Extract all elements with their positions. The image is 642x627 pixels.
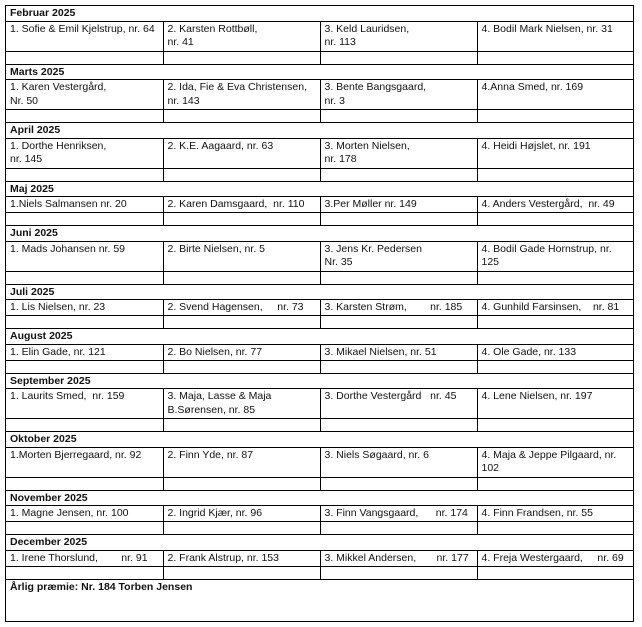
- winner-cell: 4. Anders Vestergård, nr. 49: [477, 197, 633, 213]
- blank-row: [6, 110, 633, 123]
- winner-cell: 4. Gunhild Farsinsen, nr. 81: [477, 300, 633, 316]
- month-title: Juli 2025: [6, 284, 633, 300]
- empty-cell: [163, 316, 320, 329]
- month-title: Maj 2025: [6, 181, 633, 197]
- blank-row: [6, 360, 633, 373]
- empty-cell: [163, 477, 320, 490]
- month-header-row: [6, 432, 633, 448]
- winner-cell: 1.Niels Salmansen nr. 20: [6, 197, 163, 213]
- winners-row: [6, 344, 633, 360]
- winners-row: [6, 389, 633, 419]
- winner-cell: 1. Elin Gade, nr. 121: [6, 344, 163, 360]
- winner-cell: 2. Svend Hagensen, nr. 73: [163, 300, 320, 316]
- winner-cell: 4. Finn Frandsen, nr. 55: [477, 506, 633, 522]
- empty-cell: [163, 213, 320, 226]
- month-header-row: [6, 490, 633, 506]
- blank-row: [6, 522, 633, 535]
- winner-cell: 4. Bodil Gade Hornstrup, nr. 125: [477, 241, 633, 271]
- empty-cell: [163, 51, 320, 64]
- empty-cell: [320, 316, 477, 329]
- empty-cell: [477, 522, 633, 535]
- empty-cell: [477, 477, 633, 490]
- winner-cell: 2. K.E. Aagaard, nr. 63: [163, 138, 320, 168]
- winner-cell: 2. Ida, Fie & Eva Christensen, nr. 143: [163, 80, 320, 110]
- winner-cell: 4.Anna Smed, nr. 169: [477, 80, 633, 110]
- month-header-row: [6, 6, 633, 21]
- winner-cell: 1.Morten Bjerregaard, nr. 92: [6, 447, 163, 477]
- winner-cell: 3. Finn Vangsgaard, nr. 174: [320, 506, 477, 522]
- blank-row: [6, 213, 633, 226]
- winners-row: [6, 21, 633, 51]
- winner-cell: 1. Sofie & Emil Kjelstrup, nr. 64: [6, 21, 163, 51]
- empty-cell: [163, 419, 320, 432]
- winner-cell: 1. Magne Jensen, nr. 100: [6, 506, 163, 522]
- winner-cell: 3. Jens Kr. Pedersen Nr. 35: [320, 241, 477, 271]
- winners-row: [6, 300, 633, 316]
- empty-cell: [163, 522, 320, 535]
- month-header-row: [6, 181, 633, 197]
- month-header-row: [6, 373, 633, 389]
- winner-cell: 2. Frank Alstrup, nr. 153: [163, 550, 320, 566]
- winner-cell: 2. Finn Yde, nr. 87: [163, 447, 320, 477]
- winners-table: [6, 6, 633, 594]
- empty-cell: [320, 271, 477, 284]
- winner-cell: 3. Dorthe Vestergård nr. 45: [320, 389, 477, 419]
- empty-cell: [163, 271, 320, 284]
- empty-cell: [477, 360, 633, 373]
- winner-cell: 4. Lene Nielsen, nr. 197: [477, 389, 633, 419]
- month-title: April 2025: [6, 123, 633, 139]
- empty-cell: [477, 566, 633, 579]
- empty-cell: [320, 360, 477, 373]
- winners-row: [6, 80, 633, 110]
- winner-cell: 3. Bente Bangsgaard, nr. 3: [320, 80, 477, 110]
- winner-cell: 1. Laurits Smed, nr. 159: [6, 389, 163, 419]
- empty-cell: [477, 316, 633, 329]
- winner-cell: 4. Maja & Jeppe Pilgaard, nr. 102: [477, 447, 633, 477]
- lottery-winners-sheet: [5, 5, 634, 622]
- winner-cell: 2. Karsten Rottbøll, nr. 41: [163, 21, 320, 51]
- winner-cell: 1. Lis Nielsen, nr. 23: [6, 300, 163, 316]
- blank-row: [6, 477, 633, 490]
- winner-cell: 1. Mads Johansen nr. 59: [6, 241, 163, 271]
- empty-cell: [477, 168, 633, 181]
- empty-cell: [320, 522, 477, 535]
- winner-cell: 1. Dorthe Henriksen, nr. 145: [6, 138, 163, 168]
- empty-cell: [6, 213, 163, 226]
- empty-cell: [320, 213, 477, 226]
- winner-cell: 3. Morten Nielsen, nr. 178: [320, 138, 477, 168]
- empty-cell: [163, 168, 320, 181]
- empty-cell: [477, 419, 633, 432]
- month-header-row: [6, 284, 633, 300]
- month-title: November 2025: [6, 490, 633, 506]
- month-title: September 2025: [6, 373, 633, 389]
- month-header-row: [6, 329, 633, 345]
- empty-cell: [320, 51, 477, 64]
- winner-cell: 2. Birte Nielsen, nr. 5: [163, 241, 320, 271]
- empty-cell: [6, 419, 163, 432]
- empty-cell: [163, 110, 320, 123]
- empty-cell: [477, 213, 633, 226]
- month-title: August 2025: [6, 329, 633, 345]
- winner-cell: 4. Heidi Højslet, nr. 191: [477, 138, 633, 168]
- month-header-row: [6, 123, 633, 139]
- winner-cell: 1. Irene Thorslund, nr. 91: [6, 550, 163, 566]
- winner-cell: 2. Ingrid Kjær, nr. 96: [163, 506, 320, 522]
- empty-cell: [6, 566, 163, 579]
- empty-cell: [6, 316, 163, 329]
- blank-row: [6, 51, 633, 64]
- winners-row: [6, 241, 633, 271]
- winner-cell: 1. Karen Vestergård, Nr. 50: [6, 80, 163, 110]
- winners-row: [6, 197, 633, 213]
- winners-row: [6, 550, 633, 566]
- winner-cell: 3. Maja, Lasse & Maja B.Sørensen, nr. 85: [163, 389, 320, 419]
- winner-cell: 3.Per Møller nr. 149: [320, 197, 477, 213]
- winner-cell: 3. Karsten Strøm, nr. 185: [320, 300, 477, 316]
- empty-cell: [6, 110, 163, 123]
- empty-cell: [477, 110, 633, 123]
- empty-cell: [320, 110, 477, 123]
- winner-cell: 2. Karen Damsgaard, nr. 110: [163, 197, 320, 213]
- month-header-row: [6, 226, 633, 242]
- winner-cell: 4. Bodil Mark Nielsen, nr. 31: [477, 21, 633, 51]
- annual-prize-row: [6, 579, 633, 594]
- empty-cell: [320, 566, 477, 579]
- winners-row: [6, 506, 633, 522]
- empty-cell: [320, 477, 477, 490]
- empty-cell: [163, 360, 320, 373]
- winner-cell: 4. Freja Westergaard, nr. 69: [477, 550, 633, 566]
- empty-cell: [6, 522, 163, 535]
- empty-cell: [477, 271, 633, 284]
- empty-cell: [6, 51, 163, 64]
- month-header-row: [6, 64, 633, 80]
- winner-cell: 3. Keld Lauridsen, nr. 113: [320, 21, 477, 51]
- blank-row: [6, 316, 633, 329]
- month-title: Oktober 2025: [6, 432, 633, 448]
- blank-row: [6, 168, 633, 181]
- blank-row: [6, 419, 633, 432]
- winner-cell: 3. Mikkel Andersen, nr. 177: [320, 550, 477, 566]
- empty-cell: [6, 477, 163, 490]
- empty-cell: [477, 51, 633, 64]
- empty-cell: [6, 271, 163, 284]
- winners-row: [6, 447, 633, 477]
- month-header-row: [6, 535, 633, 551]
- blank-row: [6, 566, 633, 579]
- empty-cell: [6, 168, 163, 181]
- winner-cell: 3. Niels Søgaard, nr. 6: [320, 447, 477, 477]
- month-title: Juni 2025: [6, 226, 633, 242]
- month-title: Marts 2025: [6, 64, 633, 80]
- winners-row: [6, 138, 633, 168]
- month-title: Februar 2025: [6, 6, 633, 21]
- winner-cell: 3. Mikael Nielsen, nr. 51: [320, 344, 477, 360]
- empty-cell: [6, 360, 163, 373]
- annual-prize: Årlig præmie: Nr. 184 Torben Jensen: [6, 579, 633, 594]
- blank-row: [6, 271, 633, 284]
- month-title: December 2025: [6, 535, 633, 551]
- empty-cell: [320, 168, 477, 181]
- empty-cell: [320, 419, 477, 432]
- empty-cell: [163, 566, 320, 579]
- winner-cell: 4. Ole Gade, nr. 133: [477, 344, 633, 360]
- winner-cell: 2. Bo Nielsen, nr. 77: [163, 344, 320, 360]
